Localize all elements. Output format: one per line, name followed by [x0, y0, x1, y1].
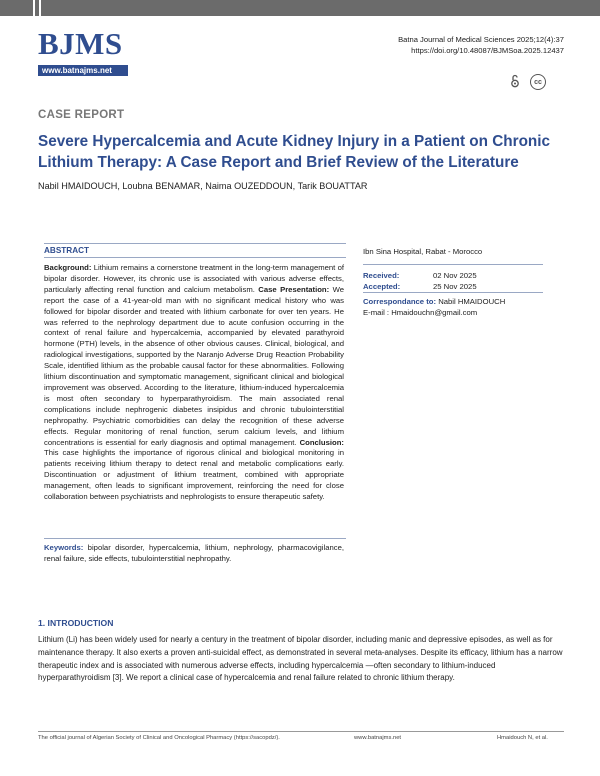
- journal-website-link[interactable]: www.batnajms.net: [38, 65, 128, 76]
- introduction-text: Lithium (Li) has been widely used for nearly a century in the treatment of bipolar disorder, including manic and depressive episodes, as well as for maintenance therapy. It also exerts a proven anti-suicidal effect, as demonstrated in several meta-analyses. Despite its efficacy, lithium has a narrow therapeutic index and is associated with numerous adverse effects, including hypercalcemia —often secondary to lithium-induced hyperparathyroidism [3]. We report a clinical case of hypercalcemia and renal failure related to chronic lithium therapy.: [38, 635, 563, 683]
- journal-citation: [398, 34, 564, 56]
- banner-stripe: [39, 0, 41, 16]
- keywords-text: bipolar disorder, hypercalcemia, lithium, nephrology, pharmacovigilance, renal failure, side effects, tubulointerstitial nephropathy.: [44, 543, 344, 563]
- accepted-label: Accepted:: [363, 282, 401, 291]
- keywords: [44, 543, 344, 565]
- footer-author: Hmaidouch N, et al.: [497, 735, 548, 741]
- presentation-label: Case Presentation:: [258, 284, 330, 294]
- correspondance-name: Nabil HMAIDOUCH: [438, 297, 506, 306]
- open-access-icon: [510, 74, 520, 88]
- keywords-label: Keywords:: [44, 543, 84, 552]
- affiliation: Ibn Sina Hospital, Rabat - Morocco: [363, 247, 483, 256]
- conclusion-text: This case highlights the importance of rigorous clinical and biological monitoring in patients receiving lithium therapy to detect renal and metabolic complications early. Discontinuation or adjustment of lithium treatment, combined with appropriate management, often leads to significant improvement, reinforcing the need for close collaboration between psychiatrists and nephrologists to ensure therapeutic safety.: [44, 448, 344, 502]
- article-dates: [363, 270, 477, 292]
- journal-line: Batna Journal of Medical Sciences 2025;12(4):37: [398, 35, 564, 44]
- abstract-heading: ABSTRACT: [44, 246, 90, 255]
- background-text: Lithium remains a cornerstone treatment in the long-term management of bipolar disorder. However, its chronic use is associated with various adverse effects, particularly affecting renal function and calcium metabolism.: [44, 263, 344, 294]
- doi-link[interactable]: https://doi.org/10.48087/BJMSoa.2025.12437: [411, 46, 564, 55]
- abstract-heading-rule: [44, 257, 346, 258]
- banner-stripe: [33, 0, 35, 16]
- top-banner: [0, 0, 600, 16]
- received-label: Received:: [363, 271, 400, 280]
- footer-left: The official journal of Algerian Society of Clinical and Oncological Pharmacy (https://sacopdz/).: [38, 735, 280, 741]
- abstract-body: [44, 263, 344, 503]
- affiliation-rule: [363, 264, 543, 265]
- creative-commons-icon: cc: [530, 74, 546, 90]
- article-title: Severe Hypercalcemia and Acute Kidney Injury in a Patient on Chronic Lithium Therapy: A Case Report and Brief Review of the Literature: [38, 133, 551, 171]
- conclusion-label: Conclusion:: [299, 437, 344, 447]
- introduction-heading: 1. INTRODUCTION: [38, 618, 114, 628]
- footer-rule: [38, 731, 564, 732]
- correspondence: [363, 296, 505, 318]
- accepted-date: 25 Nov 2025: [433, 282, 477, 291]
- correspondance-label: Correspondance to:: [363, 297, 437, 306]
- article-type: CASE REPORT: [38, 109, 125, 121]
- abstract-top-rule: [44, 243, 346, 244]
- email-line[interactable]: E-mail : Hmaidouchn@gmail.com: [363, 308, 478, 317]
- presentation-text: We report the case of a 41-year-old man with no significant medical history who was followed for bipolar disorder and treated with lithium carbonate for over ten years. He was referred to the nephrology department due to acute confusion occurring in the context of renal failure and hypercalcemia, accompanied by elevated parathyroid hormone (PTH) levels, in the absence of other obvious causes. Clinical, biological, and radiological investigations, supported by the Naranjo Adverse Drug Reaction Probability Scale, identified lithium as the probable causal factor for these abnormalities. Following lithium discontinuation and symptomatic management, significant clinical and biological improvement was observed. According to the literature, lithium-induced hypercalcemia is most often secondary to hyperparathyroidism. The main associated renal complications include nephrogenic diabetes insipidus and chronic tubulointerstitial nephropathy. Psychiatric comorbidities can delay the recognition of these adverse effects. Regular monitoring of renal function, serum calcium levels, and lithium concentrations is essential for early diagnosis and optimal management.: [44, 284, 345, 447]
- footer-website[interactable]: www.batnajms.net: [354, 735, 402, 741]
- keywords-rule: [44, 538, 346, 539]
- received-date: 02 Nov 2025: [433, 271, 477, 280]
- dates-rule: [363, 292, 543, 293]
- journal-logo: BJMS: [38, 26, 123, 61]
- author-list: Nabil HMAIDOUCH, Loubna BENAMAR, Naima OUZEDDOUN, Tarik BOUATTAR: [38, 181, 368, 191]
- background-label: Background:: [44, 263, 92, 272]
